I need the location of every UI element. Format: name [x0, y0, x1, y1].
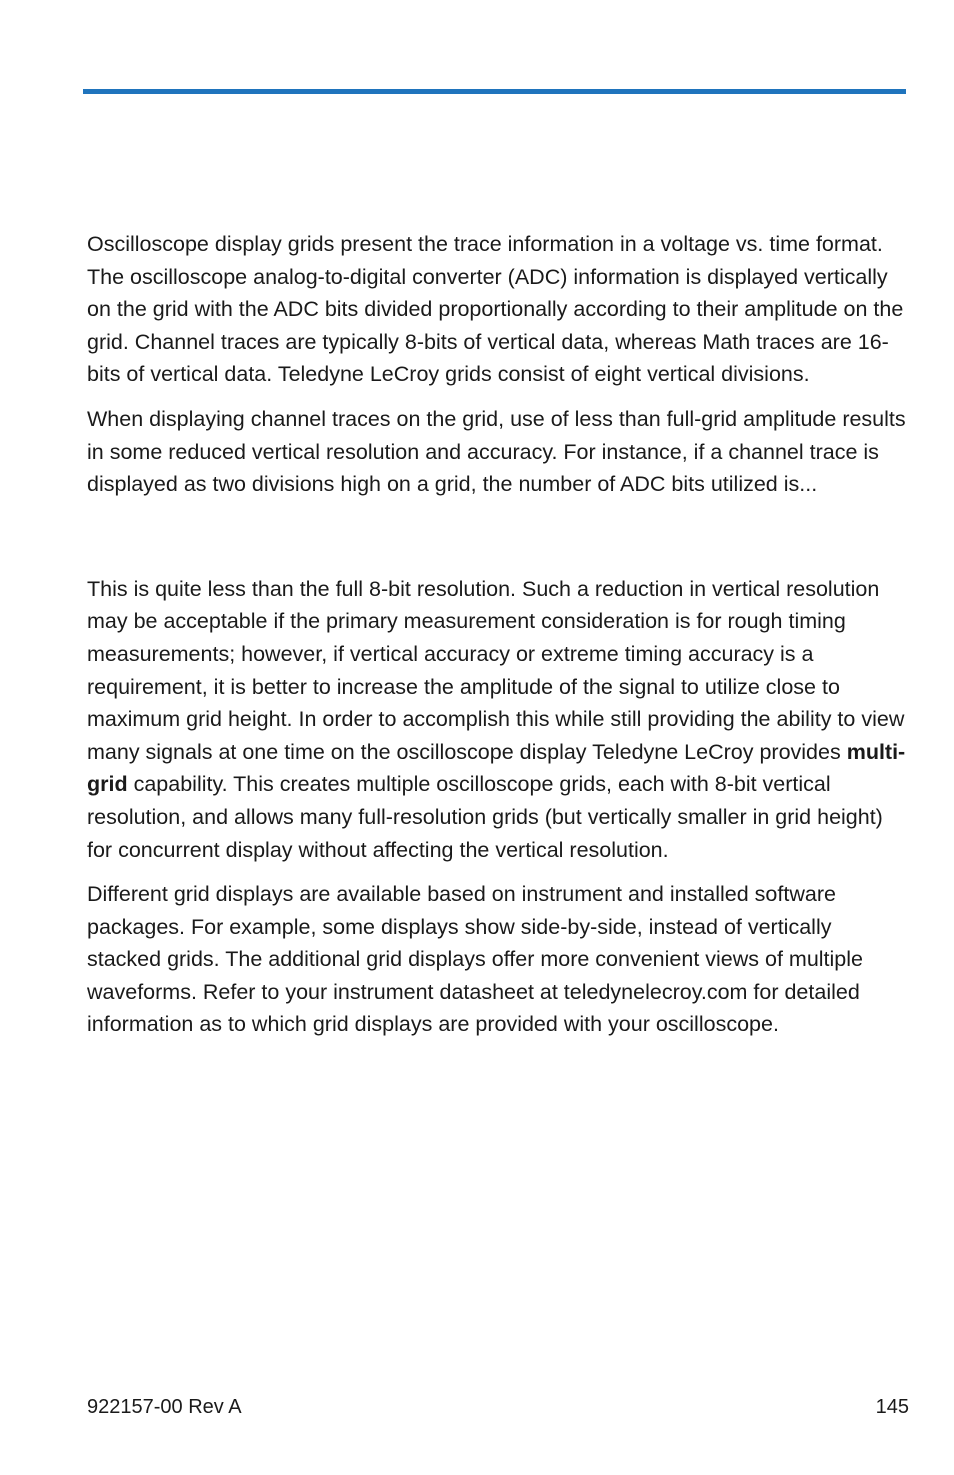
page-body — [87, 228, 907, 1041]
header-rule — [83, 89, 906, 94]
multi-grid-text-after: capability. This creates multiple oscilloscope grids, each with 8-bit vertical resolution, and allows many full-resolution grids (but vertically smaller in grid height) for concurrent display without affecting the vertical resolution. — [87, 772, 883, 862]
footer-page-number: 145 — [875, 1396, 909, 1418]
paragraph-reduced-resolution: When displaying channel traces on the grid, use of less than full-grid amplitude results in some reduced vertical resolution and accuracy. For instance, if a channel trace is displayed as two divisions high on a grid, the number of ADC bits utilized is... — [87, 406, 906, 497]
paragraph-multi-grid — [87, 573, 907, 866]
formula-gap — [87, 501, 907, 561]
multi-grid-text-before: This is quite less than the full 8-bit resolution. Such a reduction in vertical resolution may be acceptable if the primary measurement consideration is for rough timing measurements; however, if vertical accuracy or extreme timing accuracy is a requirement, it is better to increase the amplitude of the signal to utilize close to maximum grid height. In order to accomplish this while still providing the ability to view many signals at one time on the oscilloscope display Teledyne LeCroy provides — [87, 576, 905, 764]
paragraph-grid-displays: Different grid displays are available based on instrument and installed software packages. For example, some displays show side-by-side, instead of vertically stacked grids. The additional grid displays offer more convenient views of multiple waveforms. Refer to your instrument datasheet at teledynelecroy.com for detailed information as to which grid displays are provided with your oscilloscope. — [87, 882, 863, 1037]
paragraph-grid-intro: Oscilloscope display grids present the trace information in a voltage vs. time format. The oscilloscope analog-to-digital converter (ADC) information is displayed vertically on the grid with the ADC bits divided proportionally according to their amplitude on the grid. Channel traces are typically 8-bits of vertical data, whereas Math traces are 16-bits of vertical data. Teledyne LeCroy grids consist of eight vertical divisions. — [87, 232, 904, 387]
multi-grid-term: multi-grid — [87, 739, 906, 797]
footer-document-id: 922157-00 Rev A — [87, 1396, 242, 1418]
